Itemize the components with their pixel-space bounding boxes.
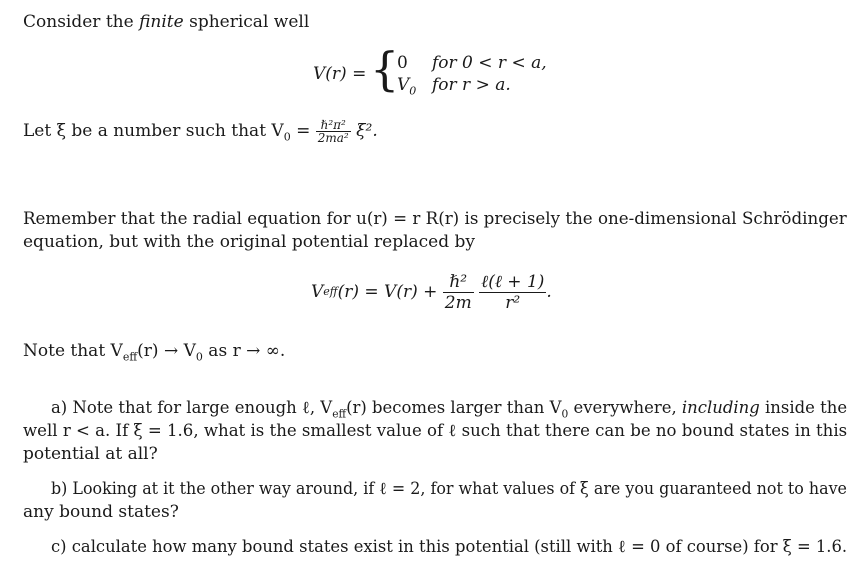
case1-condition: for 0 < r < a, (432, 53, 547, 73)
case2-condition: for r > a. (432, 75, 511, 95)
veff-mid: (r) = V(r) + (337, 282, 438, 302)
veff-lhs-sub: eff (323, 285, 338, 298)
part-b-line-1: b) Looking at it the other way around, if ℓ = 2, for what values of ξ are you guaranteed not to have (51, 479, 847, 499)
xi-fraction (316, 119, 351, 144)
intro-line (23, 11, 309, 33)
part-a-line-2: well r < a. If ξ = 1.6, what is the smallest value of ℓ such that there can be no bound states in this (23, 421, 848, 441)
part-a-1d: inside the (759, 398, 848, 418)
intro-prefix: Consider the (23, 12, 140, 32)
part-c-line-1: c) calculate how many bound states exist in this potential (still with ℓ = 0 of course) for ξ = 1.6. (51, 537, 848, 557)
radial-line-1: Remember that the radial equation for u(r) = r R(r) is precisely the one-dimensional Schrödinger (23, 209, 847, 229)
note-prefix: Note that V (23, 341, 123, 361)
part-a-1a: a) Note that for large enough ℓ, V (51, 398, 333, 418)
case2-v: V (397, 75, 410, 95)
potential-lhs: V(r) = (313, 64, 367, 84)
radial-line-2: equation, but with the original potential replaced by (23, 232, 476, 252)
case2-value (397, 74, 416, 102)
case1-value: 0 (397, 53, 408, 73)
part-a-sub: eff (332, 407, 347, 421)
xi-definition (23, 119, 378, 148)
part-a-line-3: potential at all? (23, 444, 158, 464)
case2-sub: 0 (409, 84, 417, 98)
veff-num1: ℏ² (443, 272, 474, 293)
intro-suffix: spherical well (183, 12, 310, 32)
part-a-sub2: 0 (561, 407, 569, 421)
note-suffix: as r → ∞. (202, 341, 286, 361)
veff-fraction-2 (479, 272, 546, 313)
xi-fraction-num: ℏ²π² (316, 119, 351, 132)
xi-fraction-den: 2ma² (317, 131, 349, 145)
part-b-line-2: any bound states? (23, 502, 179, 522)
part-a-emphasis: including (681, 398, 760, 418)
veff-equation (311, 270, 552, 314)
note-sub: eff (122, 350, 138, 364)
veff-end: . (546, 282, 552, 302)
veff-den2: r² (505, 292, 521, 313)
veff-num2: ℓ(ℓ + 1) (481, 271, 545, 292)
intro-emphasis: finite (139, 12, 184, 32)
part-a-1b: (r) becomes larger than V (346, 398, 562, 418)
part-a-1c: everywhere, (568, 398, 682, 418)
note-sub2: 0 (195, 350, 203, 364)
xi-equals: = (290, 121, 316, 141)
veff-fraction-1 (443, 272, 474, 313)
xi-sub: 0 (283, 130, 291, 144)
veff-den1: 2m (444, 292, 472, 313)
xi-suffix: ξ². (356, 121, 378, 141)
note-line (23, 340, 285, 368)
piecewise-brace: { (370, 42, 400, 96)
note-mid: (r) → V (137, 341, 196, 361)
veff-lhs: V (311, 282, 324, 302)
xi-prefix: Let ξ be a number such that V (23, 121, 284, 141)
